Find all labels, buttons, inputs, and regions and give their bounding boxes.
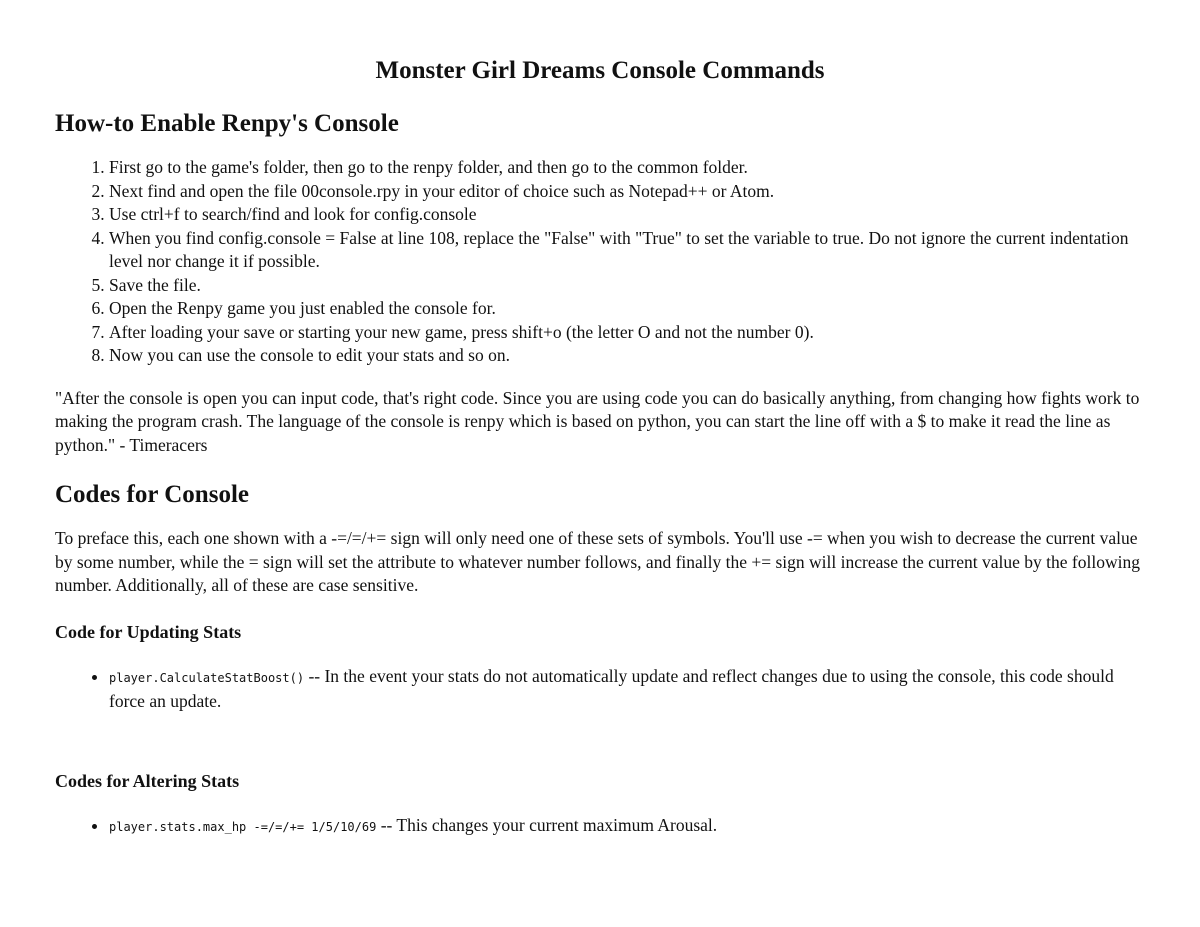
code-snippet: player.stats.max_hp -=/=/+= 1/5/10/69: [109, 819, 377, 834]
step-item: 5. Save the file.: [109, 274, 1145, 298]
document-title: Monster Girl Dreams Console Commands: [375, 57, 825, 84]
altering-stats-heading: Codes for Altering Stats: [55, 770, 240, 791]
step-item: 3. Use ctrl+f to search/find and look for config.console: [109, 203, 1145, 227]
code-snippet: player.CalculateStatBoost(): [109, 670, 305, 685]
enable-console-heading: How-to Enable Renpy's Console: [55, 110, 399, 137]
step-item: 4. When you find config.console = False at line 108, replace the "False" with "True" to set the variable to true. Do not ignore the current indentation level nor change it if possible.: [109, 227, 1145, 274]
updating-stats-heading: Code for Updating Stats: [55, 621, 242, 642]
updating-code-list: [55, 665, 1145, 714]
step-item: 8. Now you can use the console to edit your stats and so on.: [109, 344, 1145, 368]
code-description: -- This changes your current maximum Arousal.: [376, 814, 718, 835]
timeracers-quote: "After the console is open you can input code, that's right code. Since you are using code you can do basically anything, from changing how fights work to making the program crash. The language of the console is renpy which is based on python, you can start the line off with a $ to make it read the line as python." - Timeracers: [55, 387, 1140, 455]
preface-paragraph: To preface this, each one shown with a -=/=/+= sign will only need one of these sets of symbols. You'll use -= when you wish to decrease the current value by some number, while the = sign will set the attribute to whatever number follows, and finally the += sign will increase the current value by the following number. Additionally, all of these are case sensitive.: [55, 528, 1140, 595]
code-item: [109, 665, 1145, 714]
code-description: -- In the event your stats do not automatically update and reflect changes due to using the console, this code should force an update.: [109, 665, 1114, 711]
codes-heading: Codes for Console: [55, 481, 249, 508]
code-item: [109, 814, 1145, 840]
enable-steps-list: [55, 156, 1145, 368]
step-item: 7. After loading your save or starting your new game, press shift+o (the letter O and not the number 0).: [109, 321, 1145, 345]
step-item: 6. Open the Renpy game you just enabled the console for.: [109, 297, 1145, 321]
altering-code-list: [55, 814, 1145, 840]
step-item: 1. First go to the game's folder, then go to the renpy folder, and then go to the common folder.: [109, 156, 1145, 180]
step-item: 2. Next find and open the file 00console.rpy in your editor of choice such as Notepad++ or Atom.: [109, 180, 1145, 204]
